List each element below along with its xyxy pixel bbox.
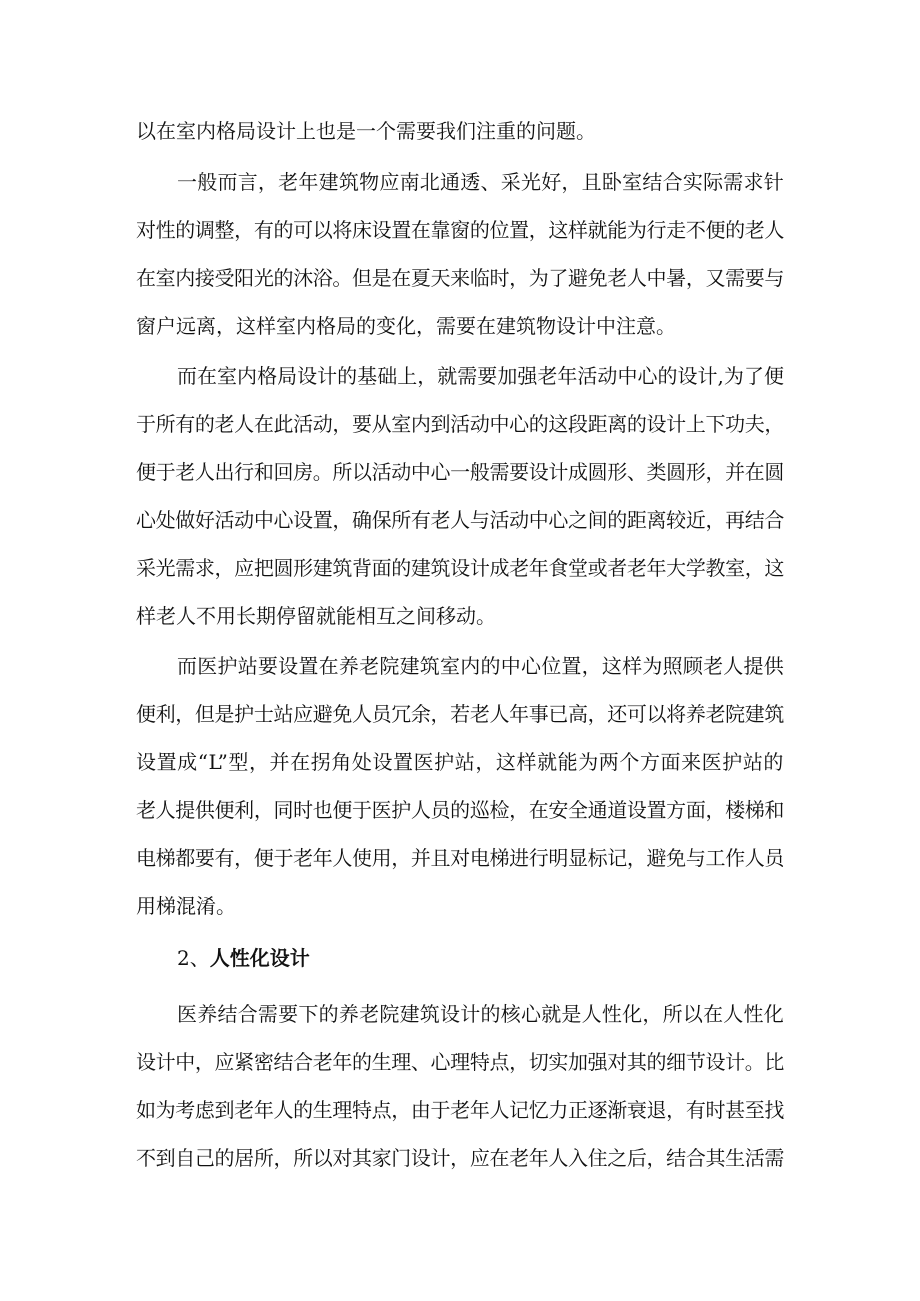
paragraph-line: 样老人不用长期停留就能相互之间移动。 bbox=[136, 604, 496, 628]
paragraph-line: 设计中，应紧密结合老年的生理、心理特点，切实加强对其的细节设计。比 bbox=[136, 1050, 784, 1074]
paragraph-line: 于所有的老人在此活动，要从室内到活动中心的这段距离的设计上下功夫， bbox=[136, 412, 784, 436]
section-number: 2、 bbox=[177, 946, 210, 970]
paragraph-line: 如为考虑到老年人的生理特点，由于老年人记忆力正逐渐衰退，有时甚至找 bbox=[136, 1098, 784, 1122]
paragraph-line: 心处做好活动中心设置，确保所有老人与活动中心之间的距离较近，再结合 bbox=[136, 508, 784, 532]
paragraph-line: 老人提供便利，同时也便于医护人员的巡检，在安全通道设置方面，楼梯和 bbox=[136, 798, 784, 822]
section-title: 人性化设计 bbox=[209, 946, 310, 970]
paragraph-line: 以在室内格局设计上也是一个需要我们注重的问题。 bbox=[136, 119, 596, 143]
paragraph-line: 用梯混淆。 bbox=[136, 894, 236, 918]
paragraph-line: 不到自己的居所，所以对其家门设计，应在老年人入住之后，结合其生活需 bbox=[136, 1146, 784, 1170]
paragraph-line: 而医护站要设置在养老院建筑室内的中心位置，这样为照顾老人提供 bbox=[177, 654, 784, 678]
paragraph-line: 对性的调整，有的可以将床设置在靠窗的位置，这样就能为行走不便的老人 bbox=[136, 218, 784, 242]
paragraph-line: 医养结合需要下的养老院建筑设计的核心就是人性化，所以在人性化 bbox=[177, 1002, 784, 1026]
paragraph-line: 而在室内格局设计的基础上，就需要加强老年活动中心的设计,为了便 bbox=[177, 364, 784, 388]
paragraph-line: 窗户远离，这样室内格局的变化，需要在建筑物设计中注意。 bbox=[136, 314, 676, 338]
paragraph-line: 便于老人出行和回房。所以活动中心一般需要设计成圆形、类圆形，并在圆 bbox=[136, 460, 784, 484]
paragraph-line: 在室内接受阳光的沐浴。但是在夏天来临时，为了避免老人中暑，又需要与 bbox=[136, 266, 784, 290]
section-heading bbox=[177, 944, 310, 972]
paragraph-line: 采光需求，应把圆形建筑背面的建筑设计成老年食堂或者老年大学教室，这 bbox=[136, 556, 784, 580]
paragraph-line: 一般而言，老年建筑物应南北通透、采光好，且卧室结合实际需求针 bbox=[177, 170, 784, 194]
paragraph-line: 设置成“L”型，并在拐角处设置医护站，这样就能为两个方面来医护站的 bbox=[136, 750, 784, 774]
paragraph-line: 电梯都要有，便于老年人使用，并且对电梯进行明显标记，避免与工作人员 bbox=[136, 846, 784, 870]
paragraph-line: 便利，但是护士站应避免人员冗余，若老人年事已高，还可以将养老院建筑 bbox=[136, 702, 784, 726]
